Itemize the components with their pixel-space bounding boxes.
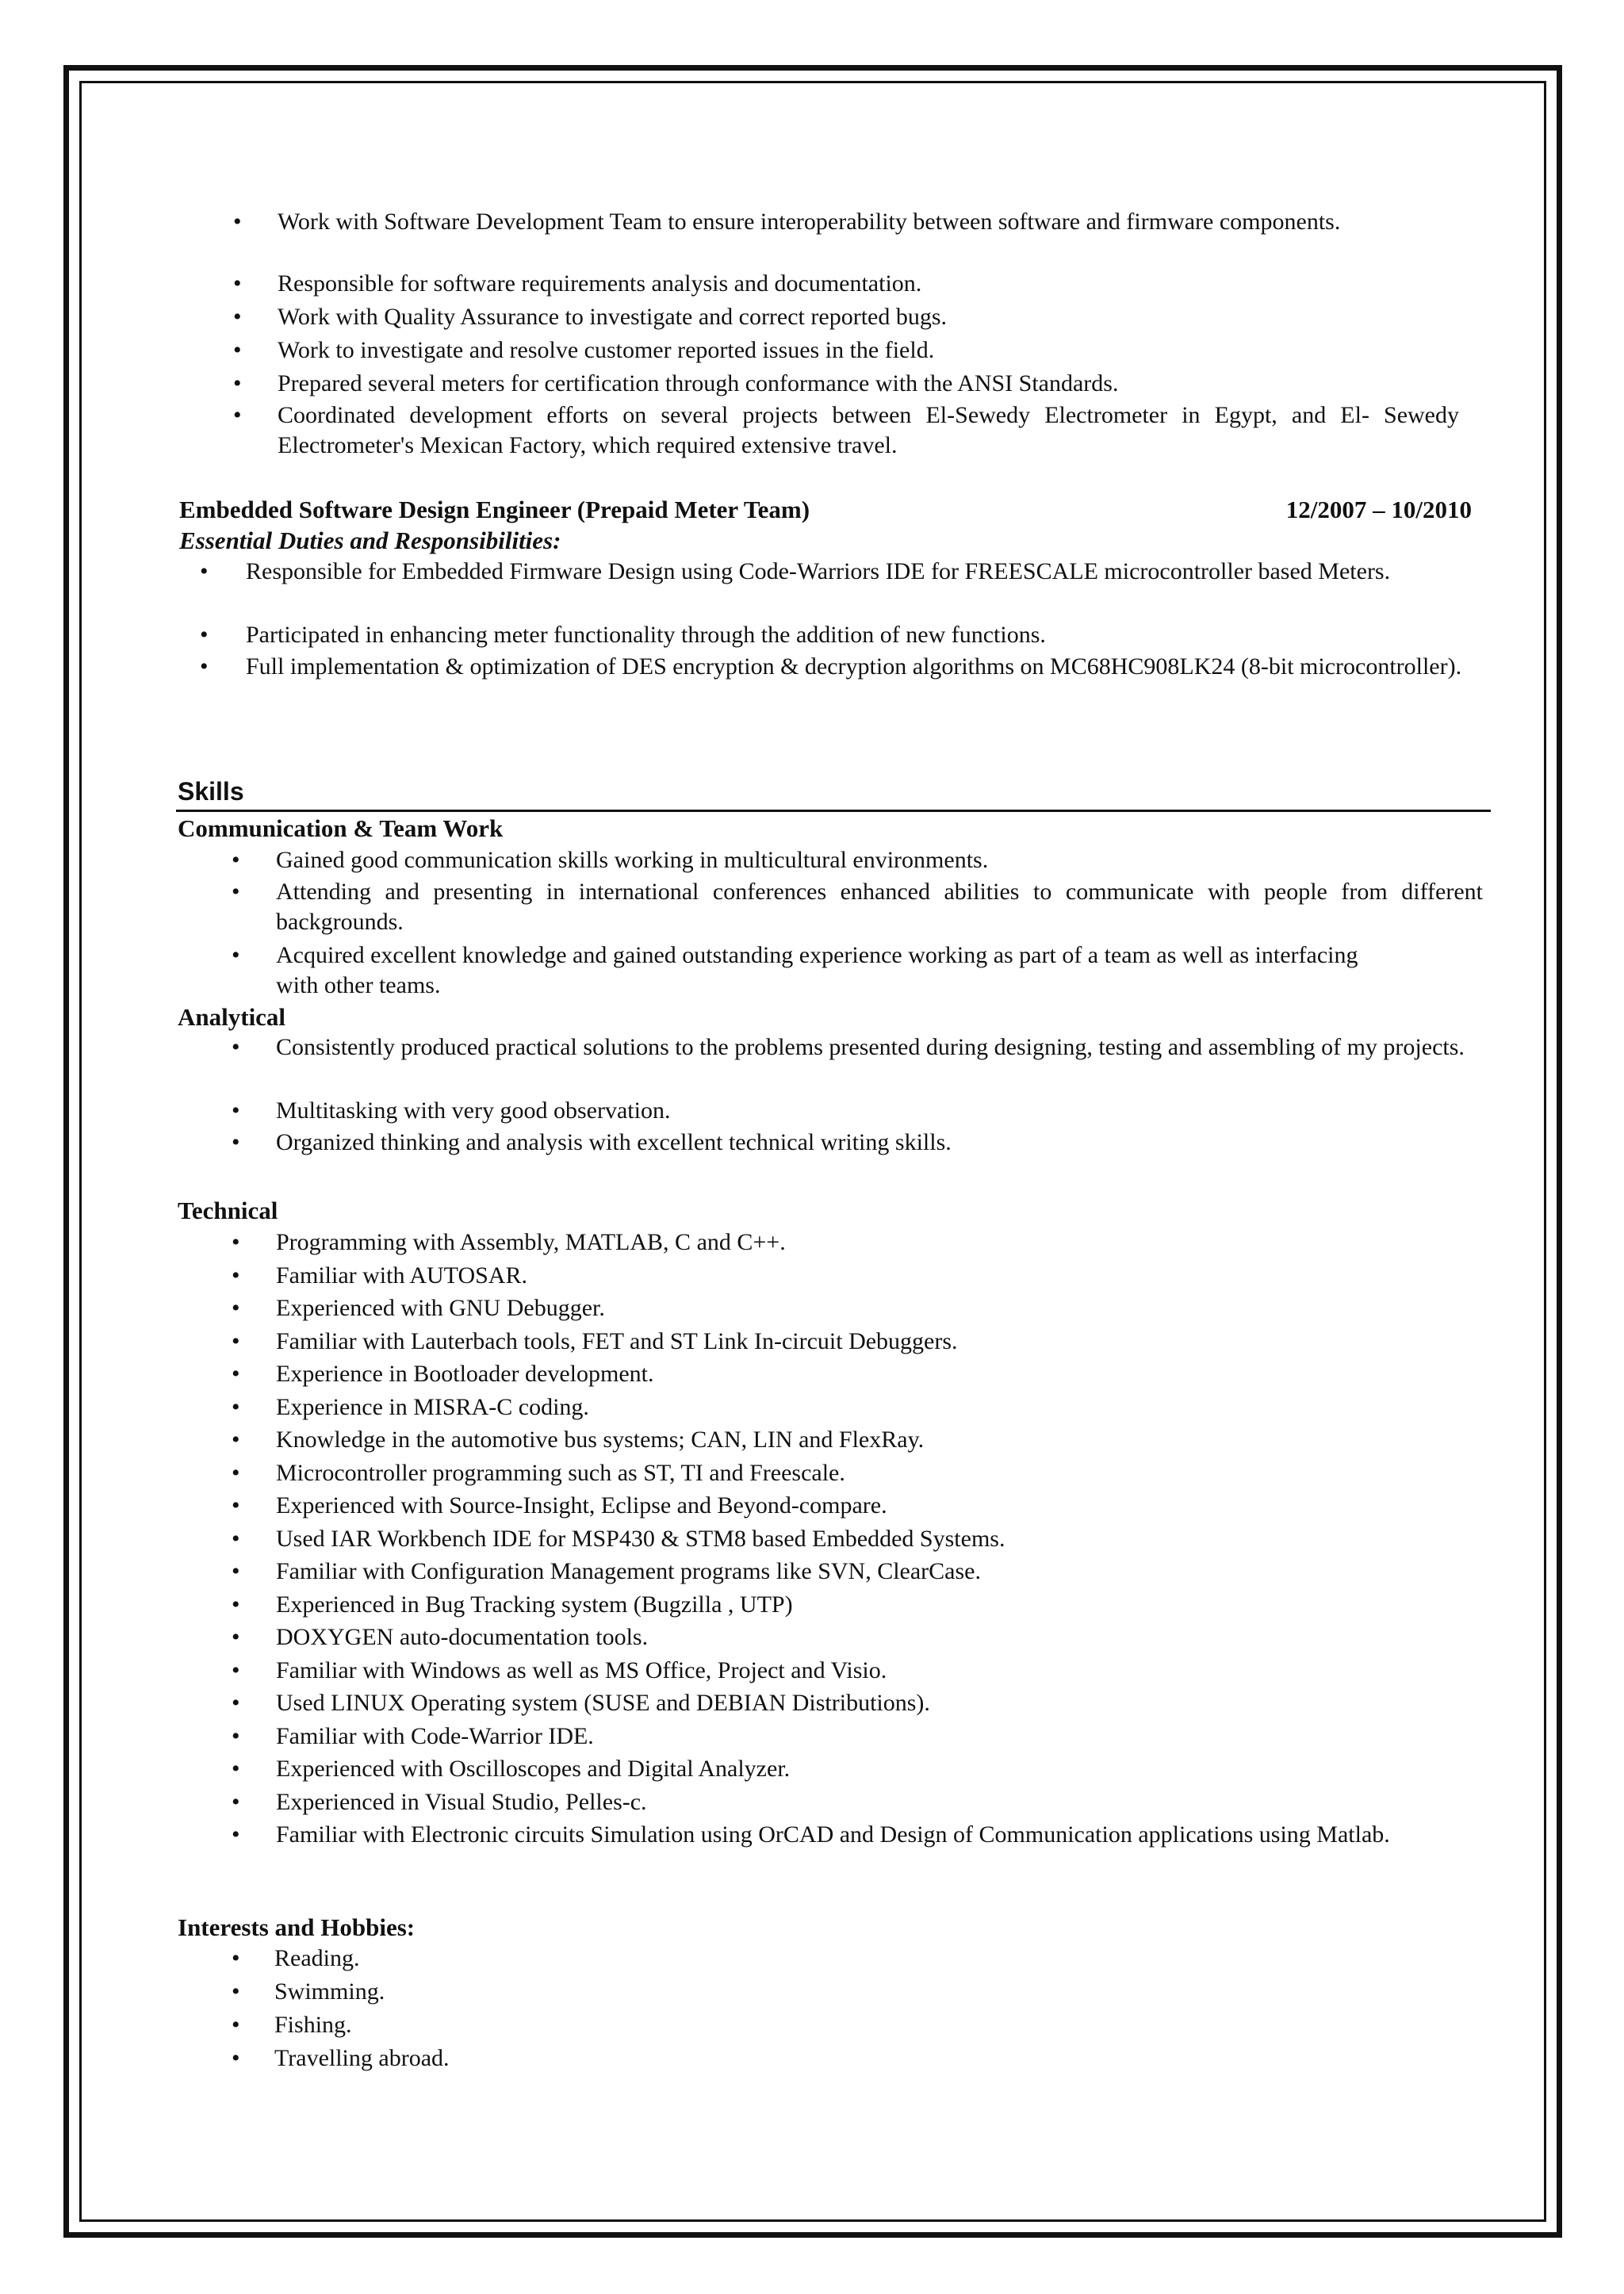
section-divider — [176, 810, 1491, 812]
bullet-icon: • — [200, 558, 209, 584]
list-item: • Full implementation & optimization of DES encryption & decryption algorithms on MC68HC908LK24 (8-bit microcontroller). — [246, 652, 1483, 714]
list-item: • Participated in enhancing meter functionality through the addition of new functions. — [246, 620, 1483, 652]
bullet-icon: • — [233, 304, 242, 330]
communication-bullet-list — [232, 845, 1483, 1002]
list-item: • Fishing. — [274, 2010, 909, 2043]
list-item: • Coordinated development efforts on several projects between El-Sewedy Electrometer in Egypt, and El- Sewedy Electrometer's Mexican Factory, which required extensive travel. — [233, 402, 1459, 458]
bullet-icon: • — [232, 1591, 240, 1618]
list-item: • DOXYGEN auto-documentation tools. — [276, 1622, 1483, 1656]
list-item: • Familiar with Code-Warrior IDE. — [276, 1721, 1483, 1755]
list-item: • Familiar with Windows as well as MS Office, Project and Visio. — [276, 1656, 1483, 1689]
experience-bullet-list — [233, 207, 1459, 462]
bullet-icon: • — [200, 622, 209, 648]
list-item: • Microcontroller programming such as ST, TI and Freescale. — [276, 1458, 1483, 1492]
list-item: • Prepared several meters for certification through conformance with the ANSI Standards. — [278, 369, 1459, 400]
bullet-icon: • — [232, 1690, 240, 1716]
list-item: • Attending and presenting in international conferences enhanced abilities to communicate with people from different backgrounds. — [232, 879, 1483, 935]
bullet-icon: • — [232, 942, 240, 968]
list-item: • Acquired excellent knowledge and gained outstanding experience working as part of a team as well as interfacing with other teams. — [232, 942, 1358, 998]
list-item: • Experienced with GNU Debugger. — [276, 1293, 1483, 1327]
bullet-icon: • — [232, 1229, 240, 1255]
list-item: • Gained good communication skills working in multicultural environments. — [276, 845, 1483, 877]
list-item: • Familiar with Electronic circuits Simulation using OrCAD and Design of Communication applications using Matlab. — [276, 1820, 1483, 1883]
bullet-icon: • — [232, 1624, 240, 1650]
job-dates: 12/2007 – 10/2010 — [1285, 496, 1472, 523]
interests-heading: Interests and Hobbies: — [178, 1913, 416, 1941]
duties-bullet-list — [200, 557, 1483, 714]
list-item: • Experience in MISRA-C coding. — [276, 1392, 1483, 1426]
skills-section-title: Skills — [178, 777, 244, 806]
bullet-icon: • — [232, 1978, 240, 2005]
bullet-icon: • — [232, 1361, 240, 1387]
list-item: • Familiar with AUTOSAR. — [276, 1261, 1483, 1294]
bullet-icon: • — [232, 2045, 240, 2071]
list-item: • Used IAR Workbench IDE for MSP430 & STM8 based Embedded Systems. — [276, 1524, 1483, 1557]
job-title: Embedded Software Design Engineer (Prepaid Meter Team) — [179, 496, 810, 523]
bullet-icon: • — [232, 1295, 240, 1321]
list-item: • Experienced in Visual Studio, Pelles-c. — [276, 1787, 1483, 1821]
communication-heading: Communication & Team Work — [178, 814, 504, 842]
list-item: • Knowledge in the automotive bus systems; CAN, LIN and FlexRay. — [276, 1425, 1483, 1458]
bullet-icon: • — [232, 1427, 240, 1453]
bullet-icon: • — [232, 879, 240, 905]
bullet-icon: • — [232, 1945, 240, 1971]
list-item: • Work with Software Development Team to ensure interoperability between software and firmware components. — [278, 207, 1459, 269]
list-item: • Responsible for software requirements analysis and documentation. — [278, 269, 1459, 302]
list-item: • Responsible for Embedded Firmware Design using Code-Warriors IDE for FREESCALE microcontroller based Meters. — [246, 557, 1483, 620]
bullet-icon: • — [232, 1129, 240, 1155]
analytical-bullet-list — [232, 1032, 1483, 1159]
list-item: • Travelling abroad. — [274, 2043, 909, 2077]
bullet-icon: • — [232, 1525, 240, 1552]
list-item: • Familiar with Configuration Management programs like SVN, ClearCase. — [276, 1557, 1483, 1590]
bullet-icon: • — [232, 1722, 240, 1749]
list-item: • Used LINUX Operating system (SUSE and DEBIAN Distributions). — [276, 1688, 1483, 1721]
bullet-icon: • — [233, 337, 242, 363]
job-title-row — [179, 495, 1472, 525]
bullet-icon: • — [200, 653, 209, 680]
bullet-icon: • — [232, 847, 240, 873]
bullet-icon: • — [233, 270, 242, 297]
bullet-icon: • — [233, 402, 242, 428]
bullet-icon: • — [232, 1459, 240, 1486]
bullet-icon: • — [232, 1034, 240, 1060]
list-item: • Experienced with Source-Insight, Eclipse and Beyond-compare. — [276, 1491, 1483, 1524]
bullet-icon: • — [232, 1821, 240, 1848]
bullet-icon: • — [232, 1097, 240, 1124]
list-item: • Experience in Bootloader development. — [276, 1359, 1483, 1392]
list-item: • Multitasking with very good observation. — [276, 1096, 1483, 1128]
list-item: • Organized thinking and analysis with excellent technical writing skills. — [276, 1128, 1483, 1159]
bullet-icon: • — [233, 209, 242, 235]
duties-heading: Essential Duties and Responsibilities: — [179, 527, 561, 554]
bullet-icon: • — [232, 1788, 240, 1815]
bullet-icon: • — [232, 2012, 240, 2038]
technical-bullet-list — [232, 1227, 1483, 1883]
list-item: • Work to investigate and resolve customer reported issues in the field. — [278, 335, 1459, 369]
list-item: • Swimming. — [274, 1977, 909, 2010]
analytical-heading: Analytical — [178, 1003, 286, 1031]
bullet-icon: • — [232, 1393, 240, 1420]
list-item: • Experienced with Oscilloscopes and Digital Analyzer. — [276, 1754, 1483, 1787]
bullet-icon: • — [232, 1656, 240, 1683]
bullet-icon: • — [232, 1327, 240, 1354]
list-item: • Work with Quality Assurance to investigate and correct reported bugs. — [278, 302, 1459, 335]
bullet-icon: • — [232, 1492, 240, 1518]
technical-heading: Technical — [178, 1197, 278, 1224]
list-item: • Consistently produced practical solutions to the problems presented during designing, testing and assembling of my projects. — [276, 1032, 1483, 1096]
list-item: • Familiar with Lauterbach tools, FET and ST Link In-circuit Debuggers. — [276, 1327, 1483, 1360]
bullet-icon: • — [232, 1558, 240, 1584]
bullet-icon: • — [233, 370, 242, 396]
list-item: • Programming with Assembly, MATLAB, C and C++. — [276, 1227, 1483, 1261]
bullet-icon: • — [232, 1756, 240, 1782]
list-item: • Experienced in Bug Tracking system (Bugzilla , UTP) — [276, 1590, 1483, 1623]
list-item: • Reading. — [274, 1944, 909, 1977]
bullet-icon: • — [232, 1262, 240, 1289]
interests-bullet-list — [232, 1944, 909, 2077]
